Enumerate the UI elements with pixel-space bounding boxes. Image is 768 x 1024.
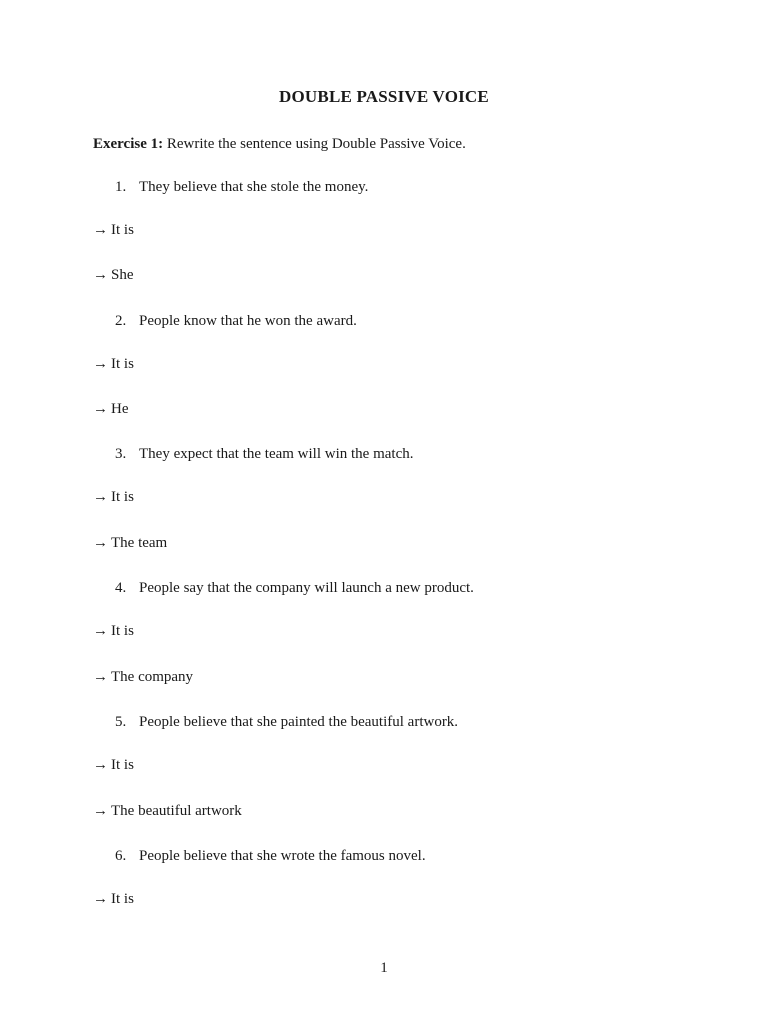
answer-prompt: It is [111,757,134,773]
question-sentence: They believe that she stole the money. [139,179,369,195]
exercise-label: Exercise 1: [93,136,164,152]
arrow-icon: → [93,669,108,685]
question-item [115,444,414,464]
answer-line [93,755,134,775]
answer-prompt: It is [111,623,134,639]
question-item [115,311,357,331]
arrow-icon: → [93,489,108,505]
question-number: 3. [115,446,127,462]
answer-line [93,533,167,553]
question-item [115,578,474,598]
answer-line [93,667,193,687]
answer-line [93,801,242,821]
exercise-instruction [93,134,466,154]
question-item [115,712,458,732]
answer-line [93,354,134,374]
question-item [115,846,426,866]
question-sentence: They expect that the team will win the match. [139,446,414,462]
answer-line [93,265,134,285]
arrow-icon: → [93,623,108,639]
arrow-icon: → [93,222,108,238]
page-number: 1 [380,960,388,976]
answer-prompt: He [111,401,129,417]
question-number: 2. [115,313,127,329]
answer-prompt: She [111,267,134,283]
question-number: 6. [115,848,127,864]
arrow-icon: → [93,356,108,372]
question-item [115,177,368,197]
arrow-icon: → [93,803,108,819]
arrow-icon: → [93,267,108,283]
answer-prompt: It is [111,489,134,505]
question-sentence: People believe that she wrote the famous novel. [139,848,426,864]
arrow-icon: → [93,757,108,773]
answer-prompt: It is [111,356,134,372]
question-number: 5. [115,714,127,730]
answer-prompt: It is [111,891,134,907]
arrow-icon: → [93,891,108,907]
exercise-instruction-text: Rewrite the sentence using Double Passive Voice. [166,136,466,152]
answer-prompt: The beautiful artwork [111,803,242,819]
page-title: DOUBLE PASSIVE VOICE [279,87,489,106]
arrow-icon: → [93,401,108,417]
answer-line [93,220,134,240]
question-number: 1. [115,179,127,195]
question-sentence: People know that he won the award. [139,313,357,329]
answer-line [93,889,134,909]
question-number: 4. [115,580,127,596]
answer-line [93,399,129,419]
answer-line [93,621,134,641]
arrow-icon: → [93,535,108,551]
answer-prompt: The team [111,535,168,551]
answer-prompt: The company [111,669,194,685]
question-sentence: People believe that she painted the beautiful artwork. [139,714,459,730]
question-sentence: People say that the company will launch a new product. [139,580,474,596]
answer-prompt: It is [111,222,134,238]
answer-line [93,487,134,507]
